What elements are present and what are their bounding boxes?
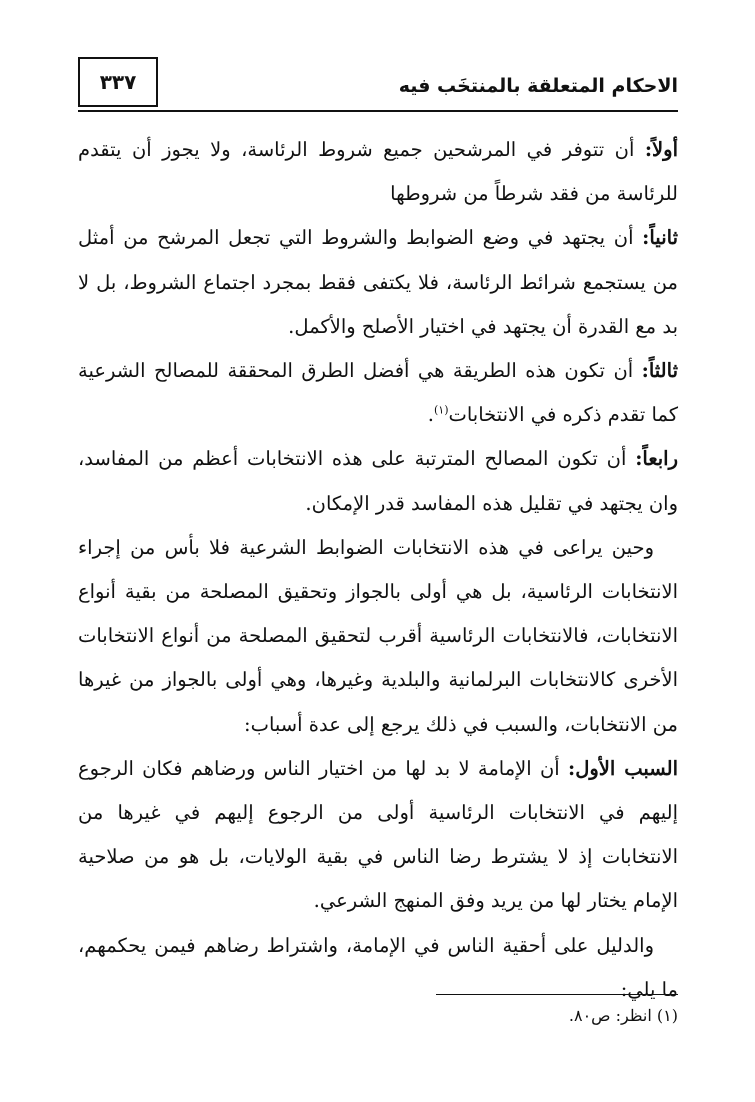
paragraph-first-reason: [78, 747, 678, 924]
footnote-reference: (١): [433, 403, 449, 417]
paragraph-text: أن تتوفر في المرشحين جميع شروط الرئاسة، ولا يجوز أن يتقدم للرئاسة من فقد شرطاً من شروطها: [78, 138, 678, 206]
paragraph-text: أن تكون المصالح المترتبة على هذه الانتخابات أعظم من المفاسد، وان يجتهد في تقليل هذه المفاسد قدر الإمكان.: [78, 447, 678, 515]
paragraph-tail: .: [427, 403, 434, 427]
paragraph-third: [78, 349, 678, 437]
header-rule: [78, 110, 678, 112]
paragraph-text: أن الإمامة لا بد لها من اختيار الناس ورضاهم فكان الرجوع إليهم في الانتخابات الرئاسية أولى من الرجوع إليهم في غيرها من الانتخابات إذ لا يشترط رضا الناس في بقية الولايات، بل هو من صلاحية الإمام يختار لها من يريد وفق المنهج الشرعي.: [78, 756, 678, 913]
footnote: (١) انظر: ص٨٠.: [568, 1006, 678, 1025]
main-text: [78, 128, 678, 1012]
page-number: ٣٣٧: [78, 57, 158, 107]
paragraph-text: أن تكون هذه الطريقة هي أفضل الطرق المحققة للمصالح الشرعية كما تقدم ذكره في الانتخابات: [78, 359, 678, 427]
paragraph-lead: السبب الأول:: [568, 756, 678, 780]
paragraph-second: [78, 216, 678, 349]
paragraph-first: [78, 128, 678, 216]
paragraph-lead: ثالثاً:: [641, 359, 678, 383]
paragraph-lead: أولاً:: [644, 138, 678, 161]
paragraph-text: والدليل على أحقية الناس في الإمامة، واشتراط رضاهم فيمن يحكمهم، ما يلي:: [78, 933, 678, 1001]
footnote-separator: [436, 994, 678, 995]
page-header: [78, 57, 678, 115]
paragraph-evidence: [78, 924, 678, 1012]
paragraph-lead: رابعاً:: [635, 447, 678, 471]
paragraph-fourth: [78, 437, 678, 525]
running-title: الاحكام المتعلقة بالمنتخَب فيه: [398, 75, 678, 97]
paragraph-elections: [78, 526, 678, 747]
paragraph-lead: ثانياً:: [642, 226, 678, 250]
paragraph-text: وحين يراعى في هذه الانتخابات الضوابط الشرعية فلا بأس من إجراء الانتخابات الرئاسية، بل هي أولى بالجواز وتحقيق المصلحة من بقية أنواع الانتخابات، فالانتخابات الرئاسية أقرب لتحقيق المصلحة من أنواع الانتخابات الأخرى كالانتخابات البرلمانية والبلدية وغيرها، وهي أولى بالجواز من غيرها من الانتخابات، والسبب في ذلك يرجع إلى عدة أسباب:: [78, 535, 678, 736]
paragraph-text: أن يجتهد في وضع الضوابط والشروط التي تجعل المرشح من أمثل من يستجمع شرائط الرئاسة، فلا يكتفى فقط بمجرد اجتماع الشروط، بل لا بد مع القدرة أن يجتهد في اختيار الأصلح والأكمل.: [78, 226, 678, 338]
